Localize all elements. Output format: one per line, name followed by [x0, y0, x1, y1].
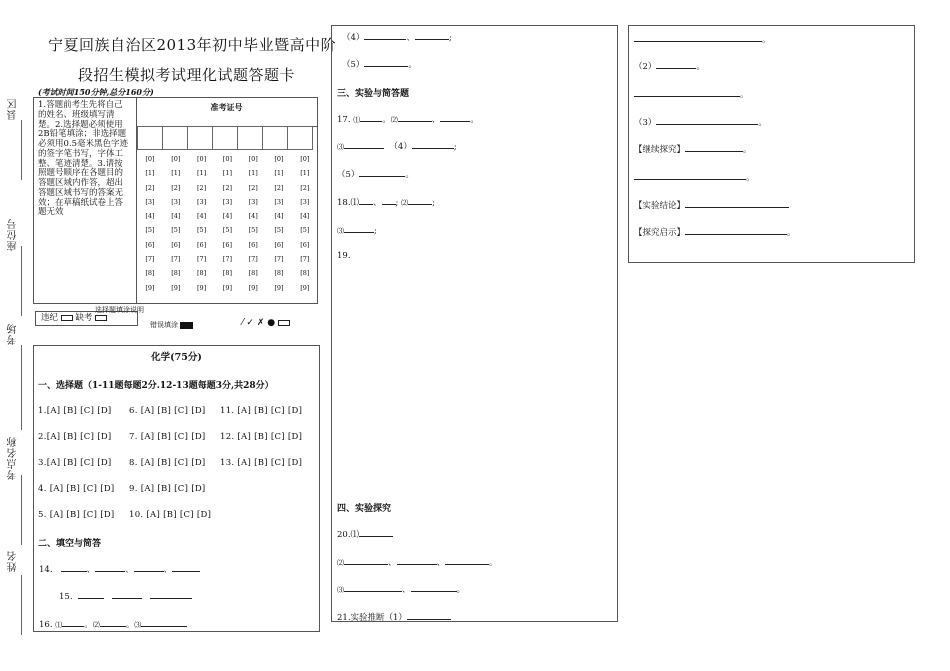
exam-digit-bubble[interactable]: [6]	[248, 240, 258, 249]
exam-digit-bubble[interactable]: [3]	[222, 197, 232, 206]
q17-part2: ⑵	[390, 116, 398, 124]
exam-digit-bubble[interactable]: [7]	[222, 255, 232, 264]
choice-question[interactable]: 2.[A] [B] [C] [D]	[38, 432, 112, 442]
exam-digit-bubble[interactable]: [0]	[300, 155, 310, 163]
exam-digit-bubble[interactable]: [7]	[145, 255, 155, 264]
exam-digit-bubble[interactable]: [9]	[171, 283, 181, 292]
exam-digit-bubble[interactable]: [2]	[248, 183, 258, 192]
q14-blank[interactable]	[172, 562, 200, 572]
choice-question[interactable]: 13. [A] [B] [C] [D]	[220, 458, 303, 468]
q14-blank[interactable]	[95, 562, 125, 572]
q17-label: 17.	[337, 115, 351, 125]
choice-question[interactable]: 6. [A] [B] [C] [D]	[129, 406, 206, 416]
conclusion-label: 【实验结论】	[634, 201, 686, 211]
notes-text: 1.答题前考生先将自己的姓名、班级填写清楚。2.选择题必须使用2B铅笔填涂；非选择题必须用0.5毫米黑色字迹的签字笔书写，字体工整、笔迹清楚。3.请按照题号顺序在各题目的答题区域内作答，超出答题区域书写的答案无效；在草稿纸试卷上答题无效	[38, 100, 129, 218]
wrong-fill-label	[150, 320, 193, 330]
exam-digit-bubble[interactable]: [8]	[196, 269, 207, 278]
q4-blank[interactable]	[364, 30, 406, 40]
q16-blank[interactable]	[62, 617, 84, 627]
exam-digit-column	[266, 152, 292, 295]
q17-part1: ⑴	[353, 116, 361, 124]
q16-part3: ⑶	[134, 621, 142, 629]
exam-digit-column	[292, 152, 318, 295]
page-title-line1: 宁夏回族自治区2013年初中毕业暨高中阶	[48, 36, 337, 54]
absent-label: 缺考	[75, 313, 93, 323]
exam-number-label: 准考证号	[210, 102, 243, 112]
exam-digit-bubble[interactable]: [8]	[248, 269, 258, 278]
q19-answer-area[interactable]	[337, 266, 612, 496]
q20-part2: ⑵	[337, 559, 344, 567]
middle-answer-column	[331, 25, 618, 622]
exam-digit-column	[189, 152, 215, 295]
exam-digit-bubble[interactable]: [2]	[196, 183, 207, 192]
r-q3-line: （3） 。	[634, 115, 767, 128]
exam-digit-box[interactable]	[188, 127, 213, 150]
q16-blank[interactable]	[100, 617, 126, 627]
violation-label: 违纪	[41, 313, 59, 323]
exam-digit-bubble[interactable]: [5]	[248, 226, 258, 235]
exam-digit-bubble[interactable]: [2]	[274, 183, 284, 192]
q17-blank[interactable]	[359, 167, 405, 177]
exam-digit-bubble[interactable]: [5]	[222, 226, 232, 235]
exam-digit-bubble[interactable]: [0]	[145, 155, 155, 163]
q21-label: 21.实验推断（1）	[337, 613, 407, 623]
exam-digit-bubble[interactable]: [6]	[222, 240, 232, 249]
wrong-fill-text: 错误填涂	[150, 321, 178, 329]
exam-digit-bubble[interactable]: [7]	[300, 255, 310, 264]
exam-digit-bubble[interactable]: [6]	[145, 240, 155, 249]
exam-digit-bubble[interactable]: [9]	[248, 283, 258, 292]
exam-digit-bubble[interactable]: [9]	[222, 283, 232, 292]
q18-part3: ⑶	[337, 227, 344, 235]
q20-part3: ⑶	[337, 586, 344, 594]
name-label: 姓名	[8, 550, 19, 572]
q17-part3: ⑶	[337, 143, 344, 151]
exam-digit-bubble[interactable]: [0]	[222, 155, 232, 163]
q20-blank[interactable]	[344, 582, 402, 592]
exam-digit-bubble[interactable]: [5]	[171, 226, 181, 235]
exam-digit-column	[214, 152, 240, 295]
exam-digit-bubble[interactable]: [3]	[196, 197, 207, 206]
q17-blank[interactable]	[344, 139, 384, 149]
exam-digit-bubble[interactable]: [1]	[300, 169, 310, 178]
exam-digit-bubble[interactable]: [2]	[171, 183, 181, 192]
q16-part2: ⑵	[92, 621, 100, 629]
exam-digit-bubble[interactable]: [7]	[274, 255, 284, 264]
continue-inquiry-line: 【继续探究】 。	[634, 142, 752, 155]
q20-label: 20.⑴	[337, 530, 360, 540]
choice-question[interactable]: 8. [A] [B] [C] [D]	[129, 458, 206, 468]
exam-digit-bubble[interactable]: [9]	[196, 283, 207, 292]
inquiry-section-heading: 四、实验探究	[337, 504, 392, 514]
exam-digit-bubble[interactable]: [1]	[274, 169, 284, 178]
dot-mark-icon: ●	[267, 318, 276, 328]
r-q2-line: （2） 。	[634, 59, 705, 72]
fill-section-heading: 二、填空与简答	[38, 539, 102, 549]
q18-part2: ⑵	[401, 199, 409, 207]
county-label: 县区	[8, 98, 19, 120]
q20-line1	[337, 527, 393, 540]
exam-digit-bubble[interactable]: [3]	[145, 197, 155, 206]
exam-number-boxes	[137, 126, 313, 150]
exam-digit-bubble[interactable]: [1]	[171, 169, 181, 178]
violation-checkbox[interactable]	[61, 315, 73, 321]
q17-line3: （5） 。	[337, 167, 414, 180]
inspiration-blank[interactable]	[685, 225, 787, 235]
exam-digit-box[interactable]	[263, 127, 288, 150]
page-title-line2: 段招生模拟考试理化试题答题卡	[78, 66, 296, 84]
right-line1: 。	[634, 32, 771, 45]
q4-line: （4） 、 ;	[342, 30, 452, 43]
empty-mark-icon	[278, 320, 290, 326]
seat-line	[21, 246, 22, 316]
choice-question[interactable]: 12. [A] [B] [C] [D]	[220, 432, 303, 442]
q5-blank[interactable]	[364, 57, 408, 67]
fill-legend-title: 选择题填涂说明	[95, 306, 144, 314]
q15-blank[interactable]	[78, 589, 104, 599]
q17-part4: （4）	[389, 142, 412, 152]
q16-label: 16.	[39, 620, 53, 630]
choice-section-heading: 一、选择题（1-11题每题2分.12-13题每题3分,共28分）	[38, 381, 274, 391]
q16-part1: ⑴	[55, 621, 63, 629]
inspiration-label: 【探究启示】	[634, 228, 686, 238]
right-blank[interactable]	[634, 170, 746, 180]
exam-digit-bubble[interactable]: [4]	[248, 212, 258, 221]
q17-blank[interactable]	[440, 112, 470, 122]
q17-line1: 17. ⑴ 。⑵ 、 。	[337, 112, 479, 125]
choice-question[interactable]: 4. [A] [B] [C] [D]	[38, 484, 115, 494]
q21-line	[337, 610, 451, 623]
exam-digit-box[interactable]	[138, 127, 163, 150]
r-q2-label: （2）	[634, 62, 657, 72]
absent-checkbox[interactable]	[95, 315, 107, 321]
q21-blank[interactable]	[407, 610, 451, 620]
q18-blank[interactable]	[382, 195, 396, 205]
continue-inquiry-label: 【继续探究】	[634, 145, 686, 155]
q18-line1: 18.⑴ 、 ; ⑵ ;	[337, 195, 435, 208]
exam-digit-bubble[interactable]: [9]	[145, 283, 155, 292]
exam-digit-bubble[interactable]: [2]	[222, 183, 232, 192]
exam-digit-bubble[interactable]: [2]	[300, 183, 310, 192]
right-blank[interactable]	[634, 87, 740, 97]
site-line	[21, 475, 22, 545]
right-answer-column	[628, 25, 915, 263]
exam-digit-bubble[interactable]: [1]	[196, 169, 207, 178]
q20-blank[interactable]	[411, 582, 457, 592]
r-q3-blank[interactable]	[656, 115, 758, 125]
exam-digit-bubble[interactable]: [4]	[145, 212, 155, 221]
exam-digit-column	[163, 152, 189, 295]
chemistry-title: 化学(75分)	[151, 352, 202, 363]
exam-digit-bubble[interactable]: [1]	[222, 169, 232, 178]
q4-blank[interactable]	[415, 30, 449, 40]
q20-blank[interactable]	[359, 527, 393, 537]
exam-digit-bubble[interactable]: [8]	[171, 269, 181, 278]
q20-line3: ⑶ 、 。	[337, 582, 465, 595]
q15-blank[interactable]	[112, 589, 142, 599]
exam-digit-bubble[interactable]: [5]	[196, 226, 207, 235]
exam-digit-bubble[interactable]: [5]	[300, 226, 310, 235]
exam-digit-bubble[interactable]: [8]	[145, 269, 155, 278]
choice-question[interactable]: 7. [A] [B] [C] [D]	[129, 432, 206, 442]
exam-digit-bubble[interactable]: [7]	[171, 255, 181, 264]
exam-digit-bubble[interactable]: [4]	[171, 212, 181, 221]
exam-digit-bubbles	[136, 152, 318, 302]
conclusion-line	[634, 198, 789, 211]
exam-digit-column	[137, 152, 163, 295]
room-label: 考场	[8, 323, 19, 345]
q14-blank[interactable]	[134, 562, 164, 572]
q14-line: 14. 、 、 、	[39, 562, 200, 575]
wrong-fill-examples	[242, 318, 290, 328]
exam-digit-bubble[interactable]: [3]	[274, 197, 284, 206]
filled-mark-icon	[180, 322, 193, 329]
exam-digit-bubble[interactable]: [4]	[196, 212, 207, 221]
continue-inquiry-blank[interactable]	[685, 142, 743, 152]
q17-line2: ⑶ （4） ;	[337, 139, 457, 152]
exam-digit-bubble[interactable]: [0]	[171, 155, 181, 163]
q17-blank[interactable]	[412, 139, 454, 149]
right-line6: 。	[634, 170, 755, 183]
exam-digit-bubble[interactable]: [0]	[196, 155, 207, 163]
exam-digit-bubble[interactable]: [6]	[196, 240, 207, 249]
q17-blank[interactable]	[398, 112, 432, 122]
exam-digit-bubble[interactable]: [6]	[300, 240, 310, 249]
exam-digit-bubble[interactable]: [1]	[145, 169, 155, 178]
choice-question[interactable]: 11. [A] [B] [C] [D]	[220, 406, 303, 416]
exam-digit-bubble[interactable]: [2]	[145, 183, 155, 192]
choice-question[interactable]: 10. [A] [B] [C] [D]	[129, 510, 212, 520]
q20-blank[interactable]	[344, 555, 388, 565]
q18-label: 18.⑴	[337, 198, 360, 208]
q19-label: 19.	[337, 251, 351, 261]
choice-question[interactable]: 9. [A] [B] [C] [D]	[129, 484, 206, 494]
exam-digit-bubble[interactable]: [8]	[222, 269, 232, 278]
r-q2-blank[interactable]	[656, 59, 696, 69]
site-label: 考点名称	[8, 436, 19, 480]
chemistry-section	[33, 345, 320, 632]
q14-blank[interactable]	[61, 562, 87, 572]
q17-blank[interactable]	[360, 112, 382, 122]
choice-question[interactable]: 5. [A] [B] [C] [D]	[38, 510, 115, 520]
q18-blank[interactable]	[344, 223, 374, 233]
q15-line	[59, 589, 192, 602]
exam-digit-bubble[interactable]: [5]	[145, 226, 155, 235]
exam-digit-bubble[interactable]: [4]	[222, 212, 232, 221]
room-line	[21, 345, 22, 430]
exam-digit-column	[240, 152, 266, 295]
exam-digit-bubble[interactable]: [6]	[274, 240, 284, 249]
exam-digit-bubble[interactable]: [1]	[248, 169, 258, 178]
exam-digit-bubble[interactable]: [7]	[196, 255, 207, 264]
exam-digit-bubble[interactable]: [8]	[274, 269, 284, 278]
q20-blank[interactable]	[445, 555, 489, 565]
exam-digit-bubble[interactable]: [9]	[300, 283, 310, 292]
exam-digit-bubble[interactable]: [7]	[248, 255, 258, 264]
seat-label: 座位号	[8, 218, 19, 251]
exam-digit-box[interactable]	[163, 127, 188, 150]
r-q3-label: （3）	[634, 118, 657, 128]
exam-digit-box[interactable]	[288, 127, 313, 150]
q18-blank[interactable]	[359, 195, 373, 205]
exam-digit-box[interactable]	[238, 127, 263, 150]
experiment-section-heading: 三、实验与简答题	[337, 89, 410, 99]
conclusion-blank[interactable]	[685, 198, 789, 208]
right-blank[interactable]	[634, 32, 762, 42]
exam-digit-bubble[interactable]: [4]	[274, 212, 284, 221]
q16-blank[interactable]	[141, 617, 187, 627]
q15-label: 15.	[59, 592, 73, 602]
right-line3: 。	[634, 87, 749, 100]
exam-digit-box[interactable]	[213, 127, 238, 150]
q18-blank[interactable]	[408, 195, 432, 205]
exam-digit-bubble[interactable]: [6]	[171, 240, 181, 249]
q4-label: （4）	[342, 33, 365, 43]
q14-label: 14.	[39, 565, 53, 575]
q16-line: 16. ⑴ 。⑵ 。⑶	[39, 617, 187, 630]
q15-blank[interactable]	[150, 589, 192, 599]
exam-digit-bubble[interactable]: [4]	[300, 212, 310, 221]
exam-digit-bubble[interactable]: [3]	[171, 197, 181, 206]
name-line	[21, 575, 22, 635]
q20-blank[interactable]	[397, 555, 437, 565]
info-block	[33, 97, 318, 304]
q5-line: （5） 。	[342, 57, 417, 70]
q20-line2: ⑵ 、 、 。	[337, 555, 498, 568]
slash-mark-icon: ⁄	[242, 318, 244, 328]
exam-digit-bubble[interactable]: [3]	[300, 197, 310, 206]
q18-line2: ⑶ ;	[337, 223, 377, 236]
choice-question[interactable]: 3.[A] [B] [C] [D]	[38, 458, 112, 468]
county-line	[21, 120, 22, 180]
choice-question[interactable]: 1.[A] [B] [C] [D]	[38, 406, 112, 416]
exam-digit-bubble[interactable]: [0]	[274, 155, 284, 163]
exam-digit-bubble[interactable]: [0]	[248, 155, 258, 163]
exam-digit-bubble[interactable]: [9]	[274, 283, 284, 292]
check-mark-icon: ✓	[246, 318, 254, 328]
inspiration-line: 【探究启示】 。	[634, 225, 796, 238]
exam-digit-bubble[interactable]: [5]	[274, 226, 284, 235]
q5-label: （5）	[342, 60, 365, 70]
exam-digit-bubble[interactable]: [8]	[300, 269, 310, 278]
exam-time-note: (考试时间150分钟,总分160分)	[38, 87, 154, 97]
q17-part5: （5）	[337, 170, 360, 180]
exam-digit-bubble[interactable]: [3]	[248, 197, 258, 206]
cross-mark-icon: ✗	[256, 318, 265, 328]
